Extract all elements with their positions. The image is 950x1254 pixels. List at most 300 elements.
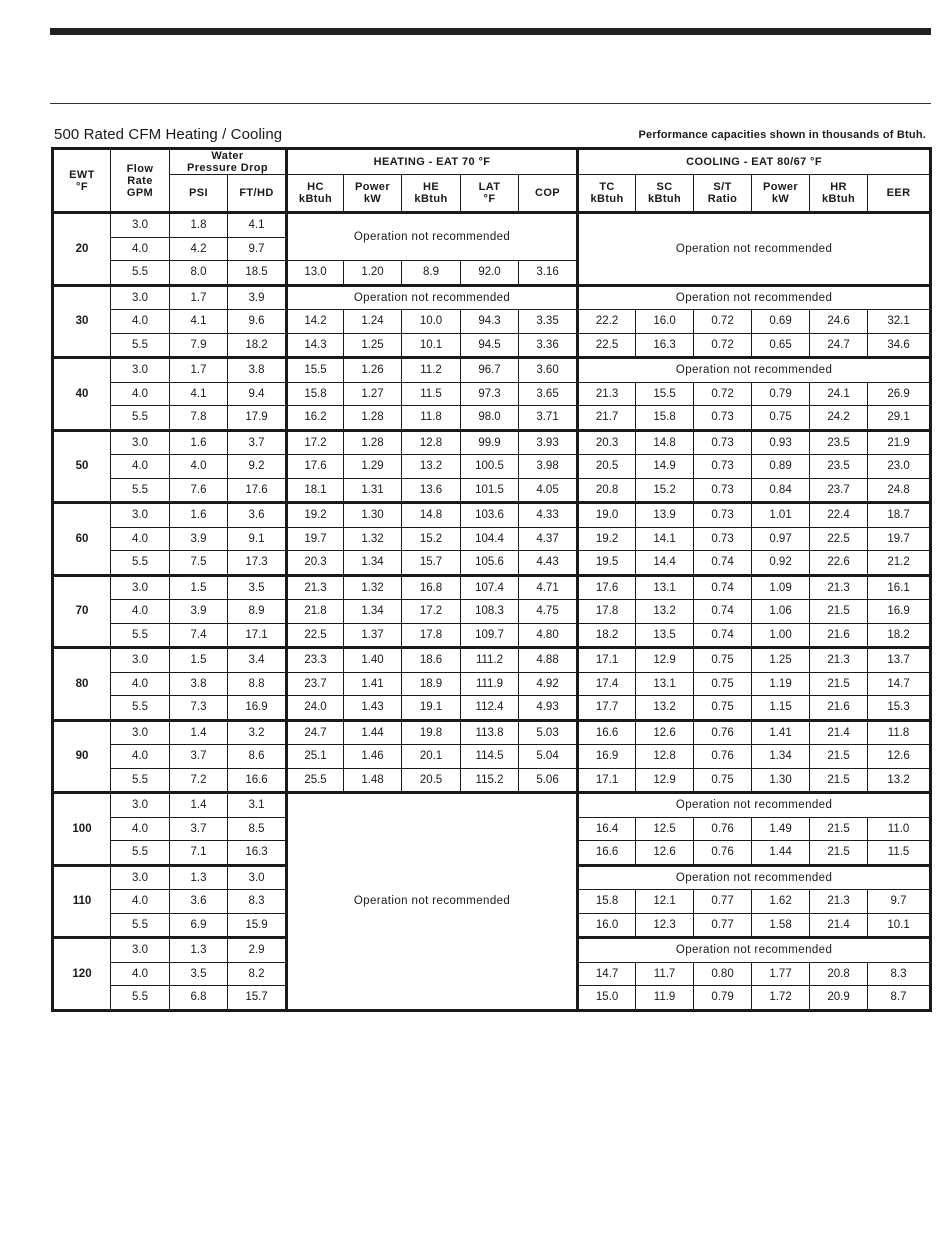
cooling-st-cell: 0.72 xyxy=(694,310,752,334)
cooling-tc-cell: 21.3 xyxy=(578,382,636,406)
cooling-tc-cell: 16.6 xyxy=(578,720,636,745)
ewt-cell: 90 xyxy=(53,720,111,793)
cooling-sc-cell: 13.9 xyxy=(636,503,694,528)
heating-lat-cell: 113.8 xyxy=(461,720,519,745)
cooling-cpower-cell: 1.30 xyxy=(752,768,810,793)
heating-hpower-cell: 1.46 xyxy=(344,745,402,769)
cooling-sc-cell: 13.1 xyxy=(636,575,694,600)
cooling-st-cell: 0.74 xyxy=(694,551,752,576)
heating-cop-cell: 3.16 xyxy=(519,261,578,286)
cooling-eer-cell: 11.0 xyxy=(868,817,931,841)
cooling-hr-cell: 21.3 xyxy=(810,648,868,673)
cooling-tc-cell: 22.5 xyxy=(578,333,636,358)
cooling-cpower-cell: 1.49 xyxy=(752,817,810,841)
ft-hd-cell: 3.8 xyxy=(228,358,287,383)
cooling-hr-cell: 21.6 xyxy=(810,623,868,648)
heating-lat-cell: 98.0 xyxy=(461,406,519,431)
heating-hpower-cell: 1.44 xyxy=(344,720,402,745)
ft-hd-cell: 8.9 xyxy=(228,600,287,624)
ft-hd-cell: 9.7 xyxy=(228,237,287,261)
heating-he-cell: 18.6 xyxy=(402,648,461,673)
heating-hc-cell: 21.8 xyxy=(287,600,344,624)
header-sc: SC kBtuh xyxy=(636,175,694,213)
cooling-sc-cell: 12.3 xyxy=(636,913,694,938)
cooling-eer-cell: 12.6 xyxy=(868,745,931,769)
cooling-tc-cell: 19.5 xyxy=(578,551,636,576)
cooling-sc-cell: 12.5 xyxy=(636,817,694,841)
gpm-cell: 3.0 xyxy=(111,213,170,238)
cooling-not-recommended: Operation not recommended xyxy=(578,793,931,818)
heating-cop-cell: 4.92 xyxy=(519,672,578,696)
cooling-tc-cell: 21.7 xyxy=(578,406,636,431)
heating-hpower-cell: 1.31 xyxy=(344,478,402,503)
cooling-eer-cell: 13.2 xyxy=(868,768,931,793)
cooling-eer-cell: 26.9 xyxy=(868,382,931,406)
cooling-hr-cell: 24.6 xyxy=(810,310,868,334)
heating-cop-cell: 4.71 xyxy=(519,575,578,600)
gpm-cell: 4.0 xyxy=(111,455,170,479)
cooling-tc-cell: 17.8 xyxy=(578,600,636,624)
cooling-sc-cell: 14.9 xyxy=(636,455,694,479)
ft-hd-cell: 8.5 xyxy=(228,817,287,841)
table-row xyxy=(53,310,931,334)
cooling-sc-cell: 14.4 xyxy=(636,551,694,576)
cooling-cpower-cell: 1.15 xyxy=(752,696,810,721)
cooling-sc-cell: 12.8 xyxy=(636,745,694,769)
ft-hd-cell: 3.2 xyxy=(228,720,287,745)
psi-cell: 3.6 xyxy=(170,890,228,914)
cooling-tc-cell: 17.1 xyxy=(578,768,636,793)
table-row xyxy=(53,623,931,648)
cooling-tc-cell: 15.8 xyxy=(578,890,636,914)
psi-cell: 3.8 xyxy=(170,672,228,696)
cooling-cpower-cell: 0.79 xyxy=(752,382,810,406)
table-row xyxy=(53,720,931,745)
cooling-cpower-cell: 0.92 xyxy=(752,551,810,576)
cooling-tc-cell: 18.2 xyxy=(578,623,636,648)
psi-cell: 1.4 xyxy=(170,793,228,818)
heating-cop-cell: 3.36 xyxy=(519,333,578,358)
cooling-cpower-cell: 0.97 xyxy=(752,527,810,551)
heating-hc-cell: 17.6 xyxy=(287,455,344,479)
heating-hpower-cell: 1.28 xyxy=(344,430,402,455)
heating-he-cell: 18.9 xyxy=(402,672,461,696)
table-row xyxy=(53,503,931,528)
cooling-tc-cell: 16.9 xyxy=(578,745,636,769)
heating-he-cell: 20.5 xyxy=(402,768,461,793)
psi-cell: 1.7 xyxy=(170,285,228,310)
cooling-eer-cell: 24.8 xyxy=(868,478,931,503)
cooling-eer-cell: 18.2 xyxy=(868,623,931,648)
cooling-cpower-cell: 1.72 xyxy=(752,986,810,1011)
cooling-eer-cell: 11.5 xyxy=(868,841,931,866)
table-row xyxy=(53,478,931,503)
cooling-st-cell: 0.73 xyxy=(694,406,752,431)
gpm-cell: 5.5 xyxy=(111,478,170,503)
heating-he-cell: 16.8 xyxy=(402,575,461,600)
heating-not-recommended: Operation not recommended xyxy=(287,285,578,310)
cooling-sc-cell: 13.2 xyxy=(636,600,694,624)
cooling-tc-cell: 20.5 xyxy=(578,455,636,479)
ft-hd-cell: 16.3 xyxy=(228,841,287,866)
header-ewt: EWT °F xyxy=(53,149,111,213)
heating-lat-cell: 103.6 xyxy=(461,503,519,528)
heating-lat-cell: 104.4 xyxy=(461,527,519,551)
header-hc: HC kBtuh xyxy=(287,175,344,213)
header-psi: PSI xyxy=(170,175,228,213)
heating-he-cell: 17.8 xyxy=(402,623,461,648)
heating-lat-cell: 108.3 xyxy=(461,600,519,624)
table-row xyxy=(53,285,931,310)
table-row xyxy=(53,696,931,721)
gpm-cell: 3.0 xyxy=(111,285,170,310)
cooling-tc-cell: 19.0 xyxy=(578,503,636,528)
cooling-hr-cell: 22.4 xyxy=(810,503,868,528)
table-row xyxy=(53,551,931,576)
heating-cop-cell: 4.43 xyxy=(519,551,578,576)
heating-hpower-cell: 1.43 xyxy=(344,696,402,721)
cooling-cpower-cell: 1.19 xyxy=(752,672,810,696)
heating-cop-cell: 4.88 xyxy=(519,648,578,673)
gpm-cell: 3.0 xyxy=(111,575,170,600)
ewt-cell: 30 xyxy=(53,285,111,358)
cooling-st-cell: 0.75 xyxy=(694,696,752,721)
cooling-eer-cell: 10.1 xyxy=(868,913,931,938)
psi-cell: 8.0 xyxy=(170,261,228,286)
cooling-tc-cell: 19.2 xyxy=(578,527,636,551)
cooling-eer-cell: 32.1 xyxy=(868,310,931,334)
table-row xyxy=(53,213,931,238)
cooling-hr-cell: 24.1 xyxy=(810,382,868,406)
heating-hc-cell: 13.0 xyxy=(287,261,344,286)
heating-hc-cell: 22.5 xyxy=(287,623,344,648)
cooling-hr-cell: 22.6 xyxy=(810,551,868,576)
table-row xyxy=(53,768,931,793)
heating-he-cell: 19.1 xyxy=(402,696,461,721)
cooling-cpower-cell: 1.77 xyxy=(752,962,810,986)
heating-hpower-cell: 1.28 xyxy=(344,406,402,431)
heating-he-cell: 17.2 xyxy=(402,600,461,624)
ewt-cell: 120 xyxy=(53,938,111,1011)
table-row xyxy=(53,333,931,358)
cooling-st-cell: 0.76 xyxy=(694,720,752,745)
cooling-hr-cell: 21.6 xyxy=(810,696,868,721)
cooling-eer-cell: 18.7 xyxy=(868,503,931,528)
ft-hd-cell: 15.9 xyxy=(228,913,287,938)
cooling-hr-cell: 23.7 xyxy=(810,478,868,503)
cooling-eer-cell: 19.7 xyxy=(868,527,931,551)
psi-cell: 6.8 xyxy=(170,986,228,1011)
capacity-note: Performance capacities shown in thousands of Btuh. xyxy=(638,129,926,141)
heating-he-cell: 13.6 xyxy=(402,478,461,503)
heating-lat-cell: 92.0 xyxy=(461,261,519,286)
heating-he-cell: 19.8 xyxy=(402,720,461,745)
cooling-cpower-cell: 0.84 xyxy=(752,478,810,503)
heating-hpower-cell: 1.25 xyxy=(344,333,402,358)
cooling-eer-cell: 21.2 xyxy=(868,551,931,576)
heating-cop-cell: 5.04 xyxy=(519,745,578,769)
ewt-cell: 110 xyxy=(53,865,111,938)
cooling-sc-cell: 11.9 xyxy=(636,986,694,1011)
header-cooling-power: Power kW xyxy=(752,175,810,213)
gpm-cell: 5.5 xyxy=(111,623,170,648)
table-row xyxy=(53,406,931,431)
cooling-not-recommended: Operation not recommended xyxy=(578,285,931,310)
header-heating: HEATING - EAT 70 °F xyxy=(287,149,578,175)
cooling-cpower-cell: 1.34 xyxy=(752,745,810,769)
cooling-tc-cell: 16.6 xyxy=(578,841,636,866)
cooling-st-cell: 0.73 xyxy=(694,503,752,528)
heating-hc-cell: 25.1 xyxy=(287,745,344,769)
heating-he-cell: 11.8 xyxy=(402,406,461,431)
gpm-cell: 3.0 xyxy=(111,938,170,963)
heating-hpower-cell: 1.34 xyxy=(344,600,402,624)
cooling-eer-cell: 29.1 xyxy=(868,406,931,431)
gpm-cell: 3.0 xyxy=(111,865,170,890)
heating-he-cell: 20.1 xyxy=(402,745,461,769)
psi-cell: 7.3 xyxy=(170,696,228,721)
cooling-not-recommended: Operation not recommended xyxy=(578,358,931,383)
cooling-cpower-cell: 1.06 xyxy=(752,600,810,624)
cooling-cpower-cell: 0.65 xyxy=(752,333,810,358)
gpm-cell: 5.5 xyxy=(111,696,170,721)
cooling-sc-cell: 13.5 xyxy=(636,623,694,648)
psi-cell: 6.9 xyxy=(170,913,228,938)
heating-hc-cell: 16.2 xyxy=(287,406,344,431)
cooling-hr-cell: 24.7 xyxy=(810,333,868,358)
gpm-cell: 4.0 xyxy=(111,237,170,261)
heating-hc-cell: 15.8 xyxy=(287,382,344,406)
ft-hd-cell: 8.3 xyxy=(228,890,287,914)
psi-cell: 7.1 xyxy=(170,841,228,866)
header-hr: HR kBtuh xyxy=(810,175,868,213)
heating-cop-cell: 3.71 xyxy=(519,406,578,431)
heating-cop-cell: 4.37 xyxy=(519,527,578,551)
ft-hd-cell: 3.6 xyxy=(228,503,287,528)
heating-hc-cell: 18.1 xyxy=(287,478,344,503)
table-row xyxy=(53,575,931,600)
psi-cell: 1.5 xyxy=(170,575,228,600)
cooling-st-cell: 0.79 xyxy=(694,986,752,1011)
cooling-cpower-cell: 0.75 xyxy=(752,406,810,431)
heating-lat-cell: 94.5 xyxy=(461,333,519,358)
heating-hpower-cell: 1.20 xyxy=(344,261,402,286)
cooling-hr-cell: 21.5 xyxy=(810,672,868,696)
top-rule-thin xyxy=(50,103,931,104)
table-row xyxy=(53,648,931,673)
cooling-st-cell: 0.74 xyxy=(694,575,752,600)
cooling-st-cell: 0.74 xyxy=(694,600,752,624)
gpm-cell: 3.0 xyxy=(111,503,170,528)
ft-hd-cell: 3.9 xyxy=(228,285,287,310)
heating-hpower-cell: 1.37 xyxy=(344,623,402,648)
heating-hpower-cell: 1.48 xyxy=(344,768,402,793)
gpm-cell: 4.0 xyxy=(111,817,170,841)
ft-hd-cell: 16.9 xyxy=(228,696,287,721)
ft-hd-cell: 3.7 xyxy=(228,430,287,455)
heating-lat-cell: 105.6 xyxy=(461,551,519,576)
psi-cell: 3.7 xyxy=(170,745,228,769)
cooling-sc-cell: 16.0 xyxy=(636,310,694,334)
cooling-eer-cell: 8.3 xyxy=(868,962,931,986)
psi-cell: 3.9 xyxy=(170,600,228,624)
ewt-cell: 70 xyxy=(53,575,111,648)
cooling-st-cell: 0.75 xyxy=(694,672,752,696)
heating-lat-cell: 111.2 xyxy=(461,648,519,673)
heating-hc-cell: 24.7 xyxy=(287,720,344,745)
cooling-st-cell: 0.73 xyxy=(694,478,752,503)
psi-cell: 4.0 xyxy=(170,455,228,479)
cooling-eer-cell: 11.8 xyxy=(868,720,931,745)
heating-hc-cell: 17.2 xyxy=(287,430,344,455)
cooling-st-cell: 0.77 xyxy=(694,913,752,938)
cooling-sc-cell: 12.1 xyxy=(636,890,694,914)
ewt-cell: 60 xyxy=(53,503,111,576)
psi-cell: 7.2 xyxy=(170,768,228,793)
cooling-not-recommended: Operation not recommended xyxy=(578,865,931,890)
heating-not-recommended: Operation not recommended xyxy=(287,213,578,261)
ft-hd-cell: 3.1 xyxy=(228,793,287,818)
ft-hd-cell: 3.0 xyxy=(228,865,287,890)
gpm-cell: 5.5 xyxy=(111,986,170,1011)
heating-hc-cell: 15.5 xyxy=(287,358,344,383)
gpm-cell: 5.5 xyxy=(111,333,170,358)
cooling-sc-cell: 11.7 xyxy=(636,962,694,986)
cooling-st-cell: 0.72 xyxy=(694,382,752,406)
cooling-st-cell: 0.76 xyxy=(694,745,752,769)
heating-hc-cell: 14.2 xyxy=(287,310,344,334)
performance-table xyxy=(51,147,932,1012)
heating-he-cell: 13.2 xyxy=(402,455,461,479)
cooling-tc-cell: 15.0 xyxy=(578,986,636,1011)
header-cop: COP xyxy=(519,175,578,213)
psi-cell: 7.9 xyxy=(170,333,228,358)
ft-hd-cell: 9.2 xyxy=(228,455,287,479)
cooling-sc-cell: 12.6 xyxy=(636,720,694,745)
gpm-cell: 3.0 xyxy=(111,430,170,455)
cooling-sc-cell: 14.8 xyxy=(636,430,694,455)
psi-cell: 7.4 xyxy=(170,623,228,648)
heating-cop-cell: 3.98 xyxy=(519,455,578,479)
heating-he-cell: 14.8 xyxy=(402,503,461,528)
table-row xyxy=(53,358,931,383)
ft-hd-cell: 9.1 xyxy=(228,527,287,551)
ft-hd-cell: 8.8 xyxy=(228,672,287,696)
heating-hc-cell: 24.0 xyxy=(287,696,344,721)
heating-lat-cell: 115.2 xyxy=(461,768,519,793)
cooling-hr-cell: 21.4 xyxy=(810,913,868,938)
cooling-eer-cell: 21.9 xyxy=(868,430,931,455)
cooling-st-cell: 0.73 xyxy=(694,430,752,455)
heating-cop-cell: 4.75 xyxy=(519,600,578,624)
heating-hc-cell: 23.7 xyxy=(287,672,344,696)
cooling-eer-cell: 15.3 xyxy=(868,696,931,721)
ft-hd-cell: 8.6 xyxy=(228,745,287,769)
heating-hpower-cell: 1.41 xyxy=(344,672,402,696)
page-title: 500 Rated CFM Heating / Cooling xyxy=(54,126,283,143)
ewt-cell: 100 xyxy=(53,793,111,866)
psi-cell: 1.4 xyxy=(170,720,228,745)
gpm-cell: 5.5 xyxy=(111,768,170,793)
heating-cop-cell: 3.35 xyxy=(519,310,578,334)
heating-hc-cell: 25.5 xyxy=(287,768,344,793)
cooling-cpower-cell: 0.93 xyxy=(752,430,810,455)
psi-cell: 3.9 xyxy=(170,527,228,551)
heating-lat-cell: 109.7 xyxy=(461,623,519,648)
psi-cell: 1.7 xyxy=(170,358,228,383)
cooling-eer-cell: 9.7 xyxy=(868,890,931,914)
cooling-hr-cell: 23.5 xyxy=(810,455,868,479)
gpm-cell: 5.5 xyxy=(111,913,170,938)
heating-hc-cell: 23.3 xyxy=(287,648,344,673)
cooling-hr-cell: 23.5 xyxy=(810,430,868,455)
heating-hpower-cell: 1.40 xyxy=(344,648,402,673)
heating-cop-cell: 4.05 xyxy=(519,478,578,503)
header-ft-hd: FT/HD xyxy=(228,175,287,213)
heating-he-cell: 15.2 xyxy=(402,527,461,551)
table-row xyxy=(53,745,931,769)
cooling-eer-cell: 8.7 xyxy=(868,986,931,1011)
heating-cop-cell: 3.65 xyxy=(519,382,578,406)
ft-hd-cell: 18.2 xyxy=(228,333,287,358)
cooling-sc-cell: 14.1 xyxy=(636,527,694,551)
header-heating-power: Power kW xyxy=(344,175,402,213)
ft-hd-cell: 9.4 xyxy=(228,382,287,406)
ewt-cell: 80 xyxy=(53,648,111,721)
cooling-eer-cell: 23.0 xyxy=(868,455,931,479)
ft-hd-cell: 18.5 xyxy=(228,261,287,286)
heating-cop-cell: 5.06 xyxy=(519,768,578,793)
ft-hd-cell: 4.1 xyxy=(228,213,287,238)
heating-lat-cell: 97.3 xyxy=(461,382,519,406)
heating-hpower-cell: 1.32 xyxy=(344,527,402,551)
table-row xyxy=(53,430,931,455)
psi-cell: 1.6 xyxy=(170,503,228,528)
cooling-eer-cell: 16.1 xyxy=(868,575,931,600)
table-row xyxy=(53,527,931,551)
cooling-st-cell: 0.75 xyxy=(694,648,752,673)
cooling-not-recommended: Operation not recommended xyxy=(578,213,931,286)
ft-hd-cell: 3.5 xyxy=(228,575,287,600)
heating-cop-cell: 5.03 xyxy=(519,720,578,745)
heating-lat-cell: 112.4 xyxy=(461,696,519,721)
header-st-ratio: S/T Ratio xyxy=(694,175,752,213)
cooling-tc-cell: 17.4 xyxy=(578,672,636,696)
psi-cell: 1.6 xyxy=(170,430,228,455)
cooling-tc-cell: 20.3 xyxy=(578,430,636,455)
heating-lat-cell: 100.5 xyxy=(461,455,519,479)
cooling-tc-cell: 22.2 xyxy=(578,310,636,334)
cooling-tc-cell: 16.0 xyxy=(578,913,636,938)
heating-lat-cell: 111.9 xyxy=(461,672,519,696)
heating-he-cell: 11.5 xyxy=(402,382,461,406)
heating-he-cell: 12.8 xyxy=(402,430,461,455)
cooling-st-cell: 0.76 xyxy=(694,817,752,841)
cooling-cpower-cell: 1.41 xyxy=(752,720,810,745)
cooling-st-cell: 0.73 xyxy=(694,455,752,479)
cooling-sc-cell: 13.2 xyxy=(636,696,694,721)
cooling-eer-cell: 16.9 xyxy=(868,600,931,624)
psi-cell: 3.5 xyxy=(170,962,228,986)
cooling-eer-cell: 34.6 xyxy=(868,333,931,358)
gpm-cell: 3.0 xyxy=(111,793,170,818)
gpm-cell: 5.5 xyxy=(111,261,170,286)
cooling-eer-cell: 13.7 xyxy=(868,648,931,673)
ewt-cell: 40 xyxy=(53,358,111,431)
ft-hd-cell: 9.6 xyxy=(228,310,287,334)
cooling-sc-cell: 15.2 xyxy=(636,478,694,503)
heating-lat-cell: 114.5 xyxy=(461,745,519,769)
